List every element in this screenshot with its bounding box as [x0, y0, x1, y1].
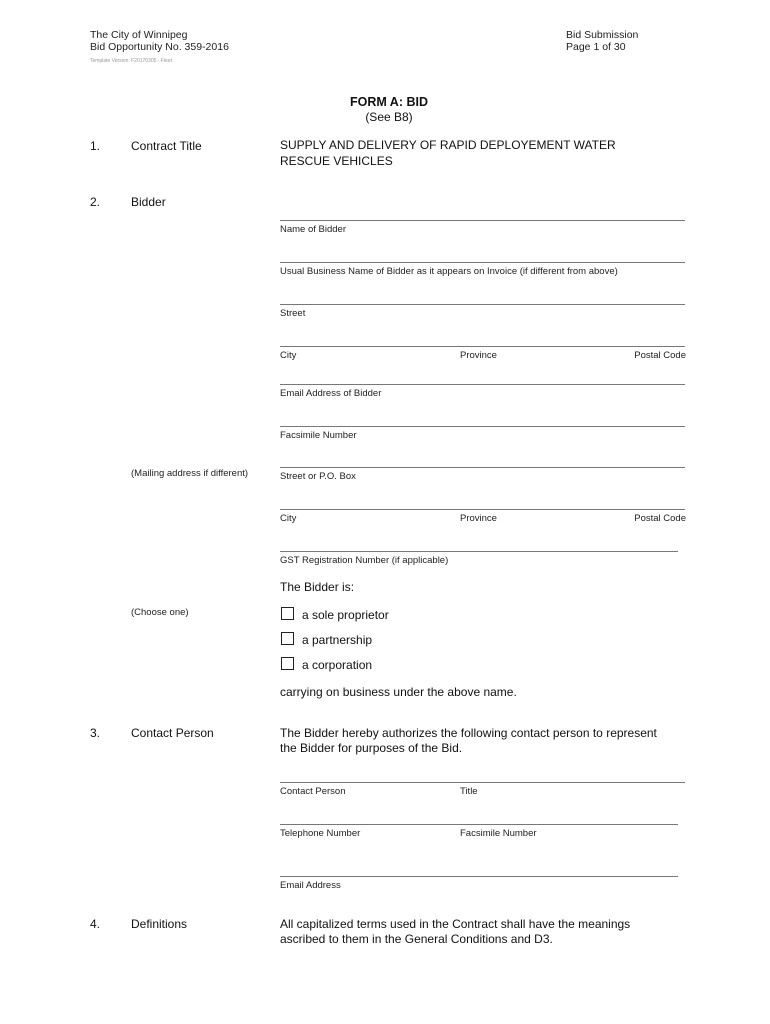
street-line[interactable] [280, 304, 685, 305]
section-4-label: Definitions [131, 917, 188, 931]
sole-proprietor-label: a sole proprietor [302, 608, 389, 622]
contact-title-line[interactable] [280, 782, 685, 783]
contact-title-label: Title [460, 786, 478, 797]
section-1-label: Contract Title [131, 139, 202, 153]
gst-label: GST Registration Number (if applicable) [280, 555, 449, 566]
form-title: FORM A: BID [350, 95, 428, 109]
header-bid-opportunity: Bid Opportunity No. 359-2016 [90, 41, 229, 53]
contact-authorization-line1: The Bidder hereby authorizes the following contact person to represent [280, 726, 657, 740]
business-name-label: Usual Business Name of Bidder as it appears on Invoice (if different from above) [280, 266, 618, 277]
city2-label: City [280, 513, 297, 524]
po-box-label: Street or P.O. Box [280, 471, 356, 482]
city-label: City [280, 350, 297, 361]
mailing-address-note: (Mailing address if different) [131, 468, 249, 479]
contact-fax-label: Facsimile Number [460, 828, 537, 839]
contact-email-line[interactable] [280, 876, 678, 877]
contact-authorization-line2: the Bidder for purposes of the Bid. [280, 741, 463, 755]
section-2-number: 2. [90, 195, 101, 209]
street-label: Street [280, 308, 306, 319]
telephone-label: Telephone Number [280, 828, 361, 839]
definitions-line1: All capitalized terms used in the Contract shall have the meanings [280, 917, 631, 931]
city2-line[interactable] [280, 509, 685, 510]
section-1-number: 1. [90, 139, 101, 153]
province-label: Province [460, 350, 497, 361]
choose-one-note: (Choose one) [131, 607, 189, 618]
template-version-note: Template Version: F20170305 - Fleet [90, 58, 172, 64]
corporation-checkbox[interactable] [281, 657, 294, 670]
name-of-bidder-label: Name of Bidder [280, 224, 347, 235]
contact-email-label: Email Address [280, 880, 341, 891]
section-4-number: 4. [90, 917, 101, 931]
partnership-checkbox[interactable] [281, 632, 294, 645]
email-line[interactable] [280, 384, 685, 385]
bidder-is-label: The Bidder is: [280, 580, 355, 594]
section-3-number: 3. [90, 726, 101, 740]
phone-fax-line[interactable] [280, 824, 678, 825]
form-subtitle: (See B8) [365, 110, 413, 124]
province2-label: Province [460, 513, 497, 524]
postal-code2-label: Postal Code [634, 513, 686, 524]
partnership-label: a partnership [302, 633, 373, 647]
sole-proprietor-checkbox[interactable] [281, 607, 294, 620]
po-box-line[interactable] [280, 467, 685, 468]
business-name-line[interactable] [280, 262, 685, 263]
contract-title-line2: RESCUE VEHICLES [280, 154, 393, 168]
postal-code-label: Postal Code [634, 350, 686, 361]
corporation-label: a corporation [302, 658, 373, 672]
contract-title-line1: SUPPLY AND DELIVERY OF RAPID DEPLOYEMENT WATER [280, 138, 616, 152]
fax-line[interactable] [280, 426, 685, 427]
gst-line[interactable] [280, 551, 678, 552]
carrying-on-business-text: carrying on business under the above name. [280, 685, 517, 699]
email-label: Email Address of Bidder [280, 388, 382, 399]
name-of-bidder-line[interactable] [280, 220, 685, 221]
header-bid-submission: Bid Submission [566, 29, 639, 41]
contact-person-label: Contact Person [280, 786, 346, 797]
section-2-label: Bidder [131, 195, 166, 209]
city-province-postal-line[interactable] [280, 346, 685, 347]
fax-label: Facsimile Number [280, 430, 357, 441]
section-3-label: Contact Person [131, 726, 214, 740]
page-number: Page 1 of 30 [566, 41, 626, 53]
definitions-line2: ascribed to them in the General Conditions and D3. [280, 932, 553, 946]
header-city: The City of Winnipeg [90, 29, 188, 41]
